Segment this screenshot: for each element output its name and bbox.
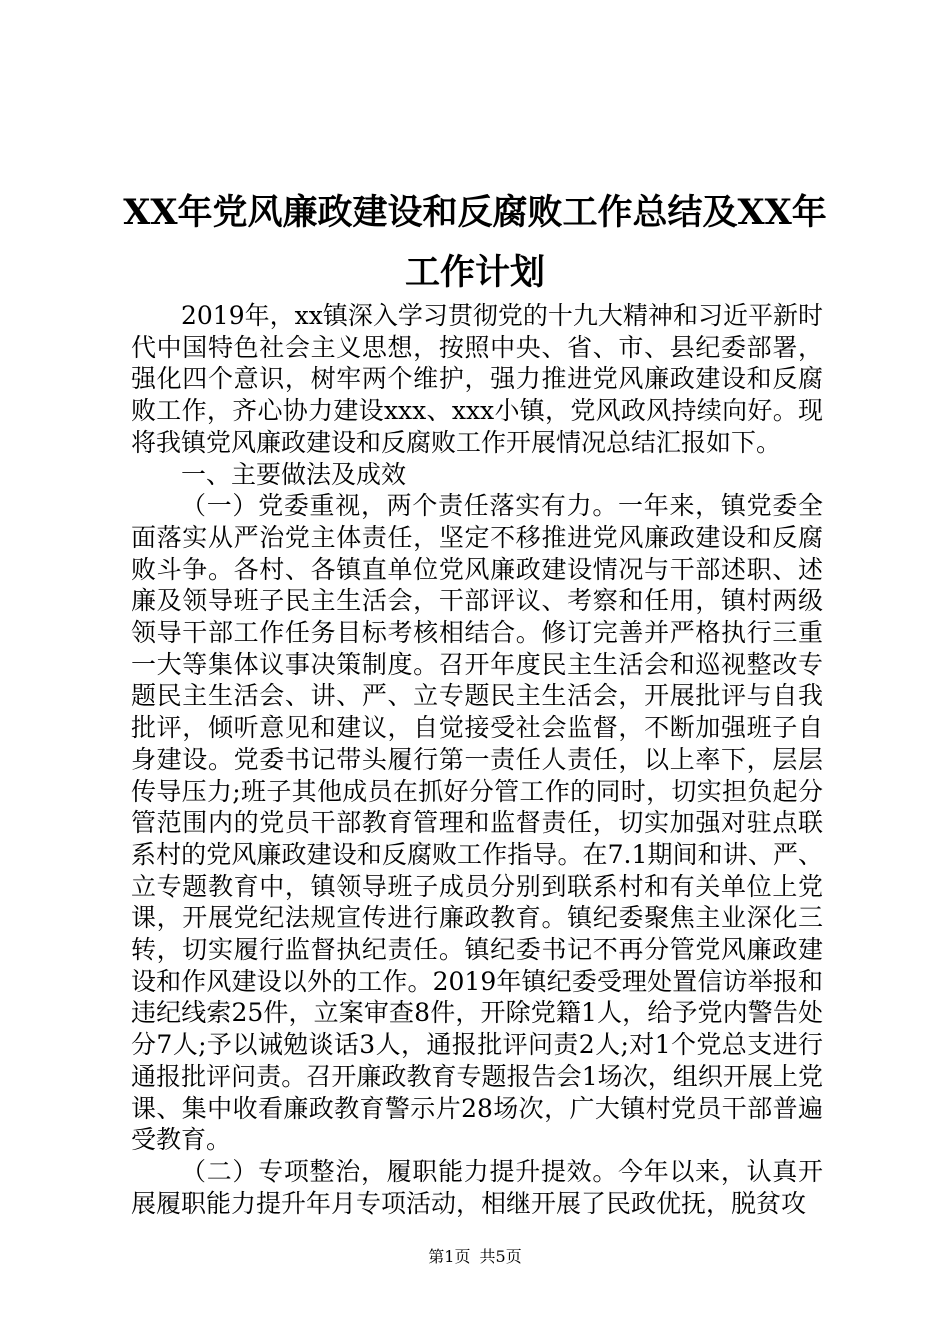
title-line-2: 工作计划 <box>404 252 545 293</box>
page-footer <box>0 1244 950 1267</box>
section-heading-main-practices: 一、主要做法及成效 <box>181 459 407 489</box>
paragraph-intro: 2019年，xx镇深入学习贯彻党的十九大精神和习近平新时代中国特色社会主义思想，按照中央、省、市、县纪委部署，强化四个意识，树牢两个维护，强力推进党风廉政建设和反腐败工作，齐心协力建设xxx、xxx小镇，党风政风持续向好。现将我镇党风廉政建设和反腐败工作开展情况总结汇报如下。 <box>131 301 823 457</box>
page-number-total: 共5页 <box>479 1247 522 1266</box>
paragraph-special-rectification: （二）专项整治，履职能力提升提效。今年以来，认真开展履职能力提升年月专项活动，相继开展了民政优抚，脱贫攻 <box>131 1156 823 1218</box>
title-line-1: XX年党风廉政建设和反腐败工作总结及XX年 <box>123 192 827 233</box>
document-body <box>131 300 823 1219</box>
paragraph-party-committee: （一）党委重视，两个责任落实有力。一年来，镇党委全面落实从严治党主体责任，坚定不移推进党风廉政建设和反腐败斗争。各村、各镇直单位党风廉政建设情况与干部述职、述廉及领导班子民主生活会，干部评议、考察和任用，镇村两级领导干部工作任务目标考核相结合。修订完善并严格执行三重一大等集体议事决策制度。召开年度民主生活会和巡视整改专题民主生活会、讲、严、立专题民主生活会，开展批评与自我批评，倾听意见和建议，自觉接受社会监督，不断加强班子自身建设。党委书记带头履行第一责任人责任，以上率下，层层传导压力;班子其他成员在抓好分管工作的同时，切实担负起分管范围内的党员干部教育管理和监督责任，切实加强对驻点联系村的党风廉政建设和反腐败工作指导。在7.1期间和讲、严、立专题教育中，镇领导班子成员分别到联系村和有关单位上党课，开展党纪法规宣传进行廉政教育。镇纪委聚焦主业深化三转，切实履行监督执纪责任。镇纪委书记不再分管党风廉政建设和作风建设以外的工作。2019年镇纪委受理处置信访举报和违纪线索25件，立案审查8件，开除党籍1人，给予党内警告处分7人;予以诫勉谈话3人，通报批评问责2人;对1个党总支进行通报批评问责。召开廉政教育专题报告会1场次，组织开展上党课、集中收看廉政教育警示片28场次，广大镇村党员干部普遍受教育。 <box>131 491 823 1155</box>
page-number-current: 第1页 <box>428 1247 471 1266</box>
document-title <box>100 183 850 303</box>
